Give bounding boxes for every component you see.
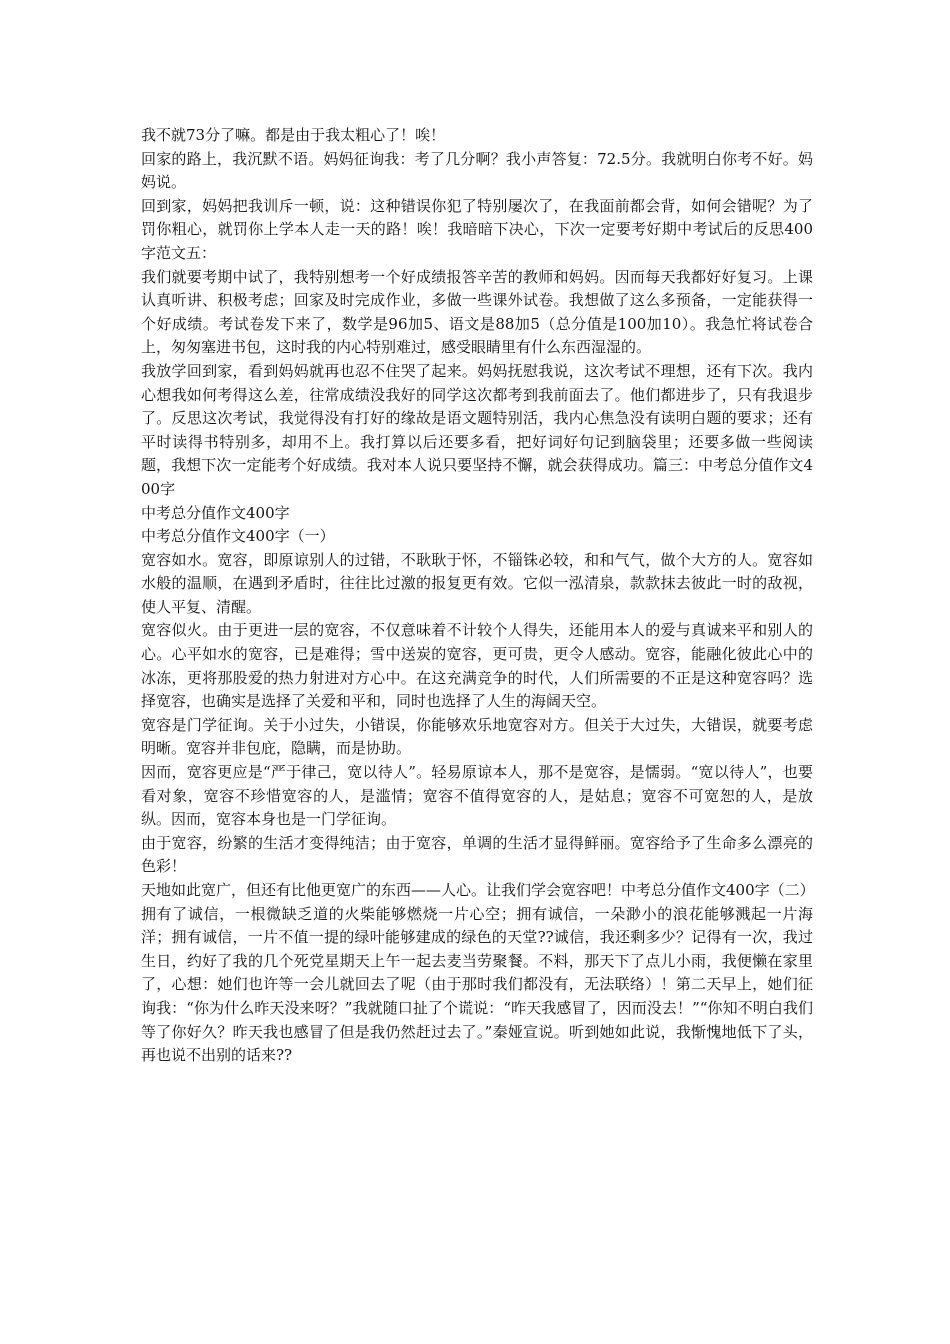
- paragraph-5: 我放学回到家，看到妈妈就再也忍不住哭了起来。妈妈抚慰我说，这次考试不理想，还有下次。我内心想我如何考得这么差，往常成绩没我好的同学这次都考到我前面去了。他们都进步了，只有我退步了。反思这次考试，我觉得没有打好的缘故是语文题特别活，我内心焦急没有读明白题的要求；还有平时读得书特别多，却用不上。我打算以后还要多看，把好词好句记到脑袋里；还要多做一些阅读题，我想下次一定能考个好成绩。我对本人说只要坚持不懈，就会获得成功。篇三：中考总分值作文400字: [141, 361, 813, 498]
- document-page: [141, 124, 813, 1068]
- paragraph-12: 由于宽容，纷繁的生活才变得纯洁；由于宽容，单调的生活才显得鲜丽。宽容给予了生命多么漂亮的色彩！: [141, 833, 813, 876]
- paragraph-11: 因而，宽容更应是“严于律己，宽以待人”。轻易原谅本人，那不是宽容，是懦弱。“宽以待人”，也要看对象，宽容不珍惜宽容的人，是滥情；宽容不值得宽容的人，是姑息；宽容不可宽恕的人，是放纵。因而，宽容本身也是一门学征询。: [141, 763, 813, 829]
- paragraph-9: 宽容似火。由于更进一层的宽容，不仅意味着不计较个人得失，还能用本人的爱与真诚来平和别人的心。心平如水的宽容，已是难得；雪中送炭的宽容，更可贵，更令人感动。宽容，能融化彼此心中的冰冻，更将那股爱的热力射进对方心中。在这充满竞争的时代，人们所需要的不正是这种宽容吗？选择宽容，也确实是选择了关爱和平和，同时也选择了人生的海阔天空。: [141, 621, 813, 711]
- paragraph-3: 回到家，妈妈把我训斥一顿，说：这种错误你犯了特别屡次了，在我面前都会背，如何会错呢？为了罚你粗心，就罚你上学本人走一天的路！唉！我暗暗下决心，下次一定要考好期中考试后的反思400字范文五：: [141, 196, 813, 262]
- paragraph-4: 我们就要考期中试了，我特别想考一个好成绩报答辛苦的教师和妈妈。因而每天我都好好复习。上课认真听讲、积极考虑；回家及时完成作业，多做一些课外试卷。我想做了这么多预备，一定能获得一个好成绩。考试卷发下来了，数学是96加5、语文是88加5（总分值是100加10）。我急忙将试卷合上，匆匆塞进书包，这时我的内心特别难过，感受眼睛里有什么东西湿湿的。: [141, 267, 813, 357]
- paragraph-2: 回家的路上，我沉默不语。妈妈征询我：考了几分啊？我小声答复：72.5分。我就明白你考不好。妈妈说。: [141, 149, 813, 192]
- section-title: 中考总分值作文400字: [141, 503, 290, 522]
- paragraph-14: 拥有了诚信，一根微缺乏道的火柴能够燃烧一片心空；拥有诚信，一朵渺小的浪花能够溅起一片海洋；拥有诚信，一片不值一提的绿叶能够建成的绿色的天堂??诚信，我还剩多少？记得有一次，我过生日，约好了我的几个死党星期天上午一起去麦当劳聚餐。不料，那天下了点儿小雨，我便懒在家里了，心想：她们也许等一会儿就回去了呢（由于那时我们都没有，无法联络）！第二天早上，她们征询我：“你为什么昨天没来呀？”我就随口扯了个谎说：“昨天我感冒了，因而没去！”“你知不明白我们等了你好久？昨天我也感冒了但是我仍然赶过去了。”秦娅宣说。听到她如此说，我惭愧地低下了头，再也说不出别的话来??: [141, 904, 813, 1065]
- essay-title-1: 中考总分值作文400字（一）: [141, 527, 335, 546]
- paragraph-13: 天地如此宽广，但还有比他更宽广的东西——人心。让我们学会宽容吧！中考总分值作文400字（二）: [141, 881, 815, 899]
- paragraph-8: 宽容如水。宽容，即原谅别人的过错，不耿耿于怀，不锱铢必较，和和气气，做个大方的人。宽容如水般的温顺，在遇到矛盾时，往往比过激的报复更有效。它似一泓清泉，款款抹去彼此一时的敌视，使人平复、清醒。: [141, 550, 813, 616]
- paragraph-1: 我不就73分了嘛。都是由于我太粗心了！唉！: [141, 126, 446, 144]
- paragraph-10: 宽容是门学征询。关于小过失，小错误，你能够欢乐地宽容对方。但关于大过失，大错误，就要考虑明晰。宽容并非包庇，隐瞒，而是协助。: [141, 715, 813, 758]
